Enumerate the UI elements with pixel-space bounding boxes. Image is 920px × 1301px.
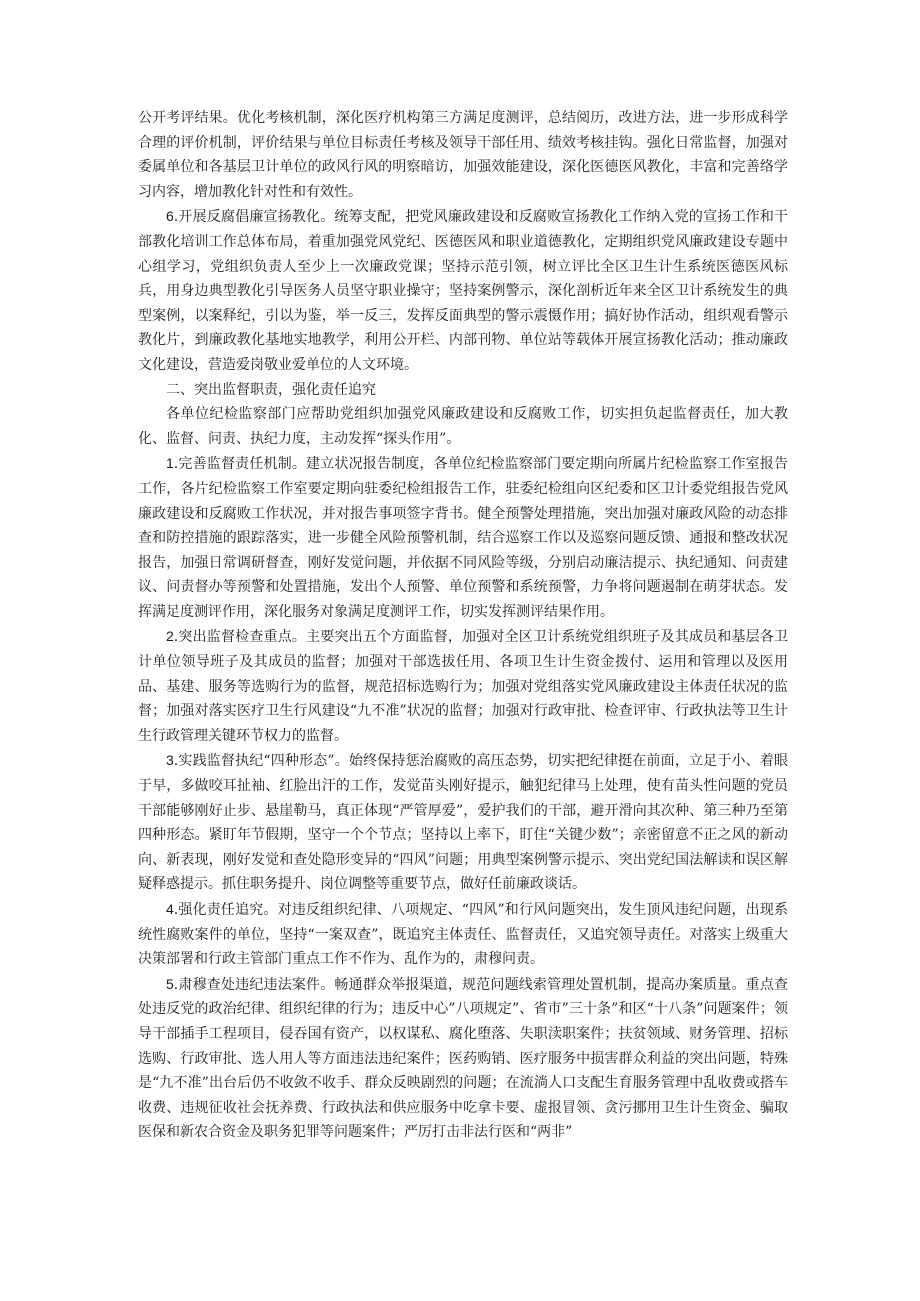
item-number: 1	[166, 455, 174, 472]
paragraph-item-6	[138, 204, 788, 377]
item-number: 2	[166, 628, 174, 645]
item-number: 5	[166, 975, 174, 992]
paragraph-text: .肃穆查处违纪违法案件。畅通群众举报渠道，规范问题线索管理处置机制，提高办案质量。重点查处违反党的政治纪律、组织纪律的行为；违反中心”八项规定”、省市”三十条”和区“十八条”问题案件；领导干部插手工程项目，侵吞国有资产，以权谋私、腐化堕落、失职渎职案件；扶贫领域、财务管理、招标选购、行政审批、选人用人等方面违法违纪案件；医药购销、医疗服务中损害群众利益的突出问题，特殊是“九不准”出台后仍不收敛不收手、群众反映剧烈的问题；在流淌人口支配生育服务管理中乱收费或搭车收费、违规征收社会抚养费、行政执法和供应服务中吃拿卡要、虚报冒领、贪污挪用卫生计生资金、骗取医保和新农合资金及职务犯罪等问题案件；严厉打击非法行医和“两非”	[138, 976, 788, 1141]
item-number: 6	[166, 208, 174, 225]
item-number: 3	[166, 752, 174, 769]
paragraph-text: .突出监督检查重点。主要突出五个方面监督，加强对全区卫计系统党组织班子及其成员和基层各卫计单位领导班子及其成员的监督；加强对干部选拔任用、各项卫生计生资金拨付、运用和管理以及医用品、基建、服务等选购行为的监督，规范招标选购行为；加强对党组落实党风廉政建设主体责任状况的监督；加强对落实医疗卫生行风建设“九不准”状况的监督；加强对行政审批、检查评审、行政执法等卫生计生行政管理关键环节权力的监督。	[138, 629, 788, 744]
paragraph-intro	[138, 402, 788, 451]
paragraph-text: .完善监督责任机制。建立状况报告制度，各单位纪检监察部门要定期向所属片纪检监察工作室报告工作，各片纪检监察工作室要定期向驻委纪检组报告工作，驻委纪检组向区纪委和区卫计委党组报告党风廉政建设和反腐败工作状况，并对报告事项签字背书。健全预警处理措施，突出加强对廉政风险的动态排查和防控措施的跟踪落实，进一步健全风险预警机制，结合巡察工作以及巡察问题反馈、通报和整改状况报告，加强日常调研督查，刚好发觉问题，并依据不同风险等级，分别启动廉洁提示、执纪通知、问责建议、问责督办等预警和处置措施，发出个人预警、单位预警和系统预警，力争将问题遏制在萌芽状态。发挥满足度测评作用，深化服务对象满足度测评工作，切实发挥测评结果作用。	[138, 456, 788, 620]
paragraph-item-5	[138, 972, 788, 1145]
paragraph-text: .强化责任追究。对违反组织纪律、八项规定、“四风”和行风问题突出，发生顶风违纪问题，出现系统性腐败案件的单位，坚持“一案双查”，既追究主体责任、监督责任，又追究领导责任。对落实上级重大决策部署和行政主管部门重点工作不作为、乱作为的，肃穆问责。	[138, 902, 788, 968]
paragraph-item-2	[138, 624, 788, 748]
paragraph-item-4	[138, 897, 788, 972]
paragraph-continuation	[138, 106, 788, 204]
paragraph-text: .实践监督执纪“四种形态”。始终保持惩治腐败的高压态势，切实把纪律挺在前面，立足于小、着眼于早，多做咬耳扯袖、红脸出汗的工作，发觉苗头刚好提示，触犯纪律马上处理，使有苗头性问题的党员干部能够刚好止步、悬崖勒马，真正体现“严管厚爱”，爱护我们的干部，避开滑向其次种、第三种乃至第四种形态。紧盯年节假期，坚守一个个节点；坚持以上率下，盯住“关键少数”；亲密留意不正之风的新动向、新表现，刚好发觉和查处隐形变异的“四风”问题；用典型案例警示提示、突出党纪国法解读和误区解疑释惑提示。抓住职务提升、岗位调整等重要节点，做好任前廉政谈话。	[138, 753, 788, 893]
paragraph-item-1	[138, 451, 788, 624]
item-number: 4	[166, 901, 174, 917]
section-heading: 二、突出监督职责，强化责任追究	[166, 381, 376, 398]
document-page	[138, 106, 788, 1145]
paragraph-text: 公开考评结果。优化考核机制，深化医疗机构第三方满足度测评，总结阅历，改进方法，进一步形成科学合理的评价机制，评价结果与单位目标责任考核及领导干部任用、绩效考核挂钩。强化日常监督，加强对委属单位和各基层卫计单位的政风行风的明察暗访，加强效能建设，深化医德医风教化，丰富和完善络学习内容，增加教化针对性和有效性。	[138, 110, 788, 200]
paragraph-item-3	[138, 748, 788, 897]
paragraph-text: .开展反腐倡廉宣扬教化。统筹支配，把党风廉政建设和反腐败宣扬教化工作纳入党的宣扬工作和干部教化培训工作总体布局，着重加强党风党纪、医德医风和职业道德教化，定期组织党风廉政建设专题中心组学习，党组织负责人至少上一次廉政党课；坚持示范引领，树立评比全区卫生计生系统医德医风标兵，用身边典型教化引导医务人员坚守职业操守；坚持案例警示，深化剖析近年来全区卫计系统发生的典型案例，以案释纪，引以为鉴，举一反三，发挥反面典型的警示震慑作用；搞好协作活动，组织观看警示教化片，到廉政教化基地实地教学，利用公开栏、内部刊物、单位站等载体开展宣扬教化活动；推动廉政文化建设，营造爱岗敬业爱单位的人文环境。	[138, 209, 788, 373]
paragraph-text: 各单位纪检监察部门应帮助党组织加强党风廉政建设和反腐败工作，切实担负起监督责任，加大教化、监督、问责、执纪力度，主动发挥“探头作用”。	[138, 406, 788, 447]
